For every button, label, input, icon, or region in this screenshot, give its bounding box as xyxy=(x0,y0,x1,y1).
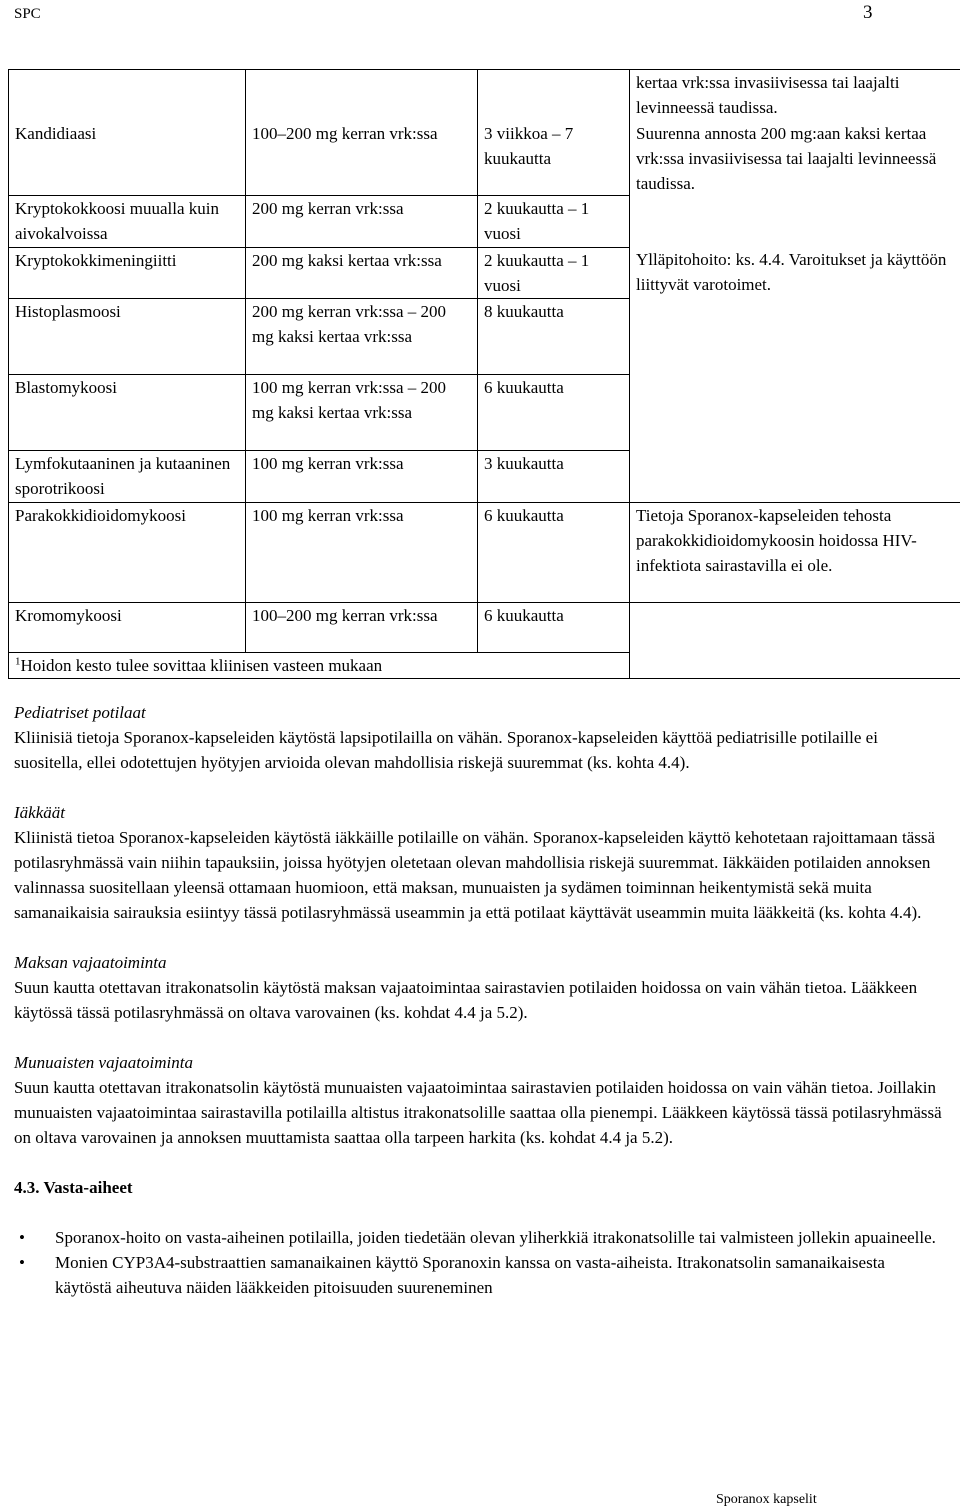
bullet-icon: • xyxy=(19,1228,25,1247)
dosage-table xyxy=(8,69,960,679)
duration-cell: 6 kuukautta xyxy=(478,602,630,652)
section-paragraph: Kliinisiä tietoja Sporanox-kapseleiden käytöstä lapsipotilailla on vähän. Sporanox-kapseleiden käyttöä pediatrisille potilaille ei suositella, ellei odotettujen hyötyjen arvioida olevan mahdollisia riskejä suuremmat (ks. kohta 4.4). xyxy=(14,728,878,772)
section-title: Maksan vajaatoiminta xyxy=(14,953,167,972)
indication-cell: Kandidiaasi xyxy=(9,70,246,196)
indication-cell: Kryptokokkimeningiitti xyxy=(9,247,246,299)
duration-cell: 2 kuukautta – 1 vuosi xyxy=(478,247,630,299)
duration-cell: 2 kuukautta – 1 vuosi xyxy=(478,196,630,248)
renal-section xyxy=(14,1050,944,1150)
comment-cell: Ylläpitohoito: ks. 4.4. Varoitukset ja käyttöön liittyvät varotoimet. xyxy=(630,247,960,502)
dose-cell: 200 mg kaksi kertaa vrk:ssa xyxy=(246,247,478,299)
footnote-mark: 1 xyxy=(15,655,21,668)
dose-cell: 100 mg kerran vrk:ssa – 200 mg kaksi kertaa vrk:ssa xyxy=(246,375,478,451)
body-text xyxy=(14,700,944,1300)
duration-cell: 8 kuukautta xyxy=(478,299,630,375)
section-paragraph: Kliinistä tietoa Sporanox-kapseleiden käytöstä iäkkäille potilaille on vähän. Sporanox-kapseleiden käyttö kehotetaan rajoittamaan tässä potilasryhmässä vain niihin tapauksiin, joissa hyötyjen oletetaan olevan mahdollisia riskejä suuremmat. Iäkkäiden potilaiden annoksen valinnassa suositellaan yleensä ottamaan huomioon, että maksan, munuaisten ja sydämen toiminnan heikentymistä sekä muita samanaikaisia sairauksia esiintyy tässä potilasryhmässä useammin ja että potilaat käyttävät useammin muita lääkkeitä (ks. kohta 4.4). xyxy=(14,828,936,922)
table-row xyxy=(9,502,960,602)
hepatic-section xyxy=(14,950,944,1025)
section-paragraph: Suun kautta otettavan itrakonatsolin käytöstä maksan vajaatoimintaa sairastavien potilaiden hoidossa on vain vähän tietoa. Lääkkeen käytössä tässä potilasryhmässä on oltava varovainen (ks. kohdat 4.4 ja 5.2). xyxy=(14,978,918,1022)
indication-cell: Kromomykoosi xyxy=(9,602,246,652)
section-title: Iäkkäät xyxy=(14,803,65,822)
indication-cell: Kryptokokkoosi muualla kuin aivokalvoissa xyxy=(9,196,246,248)
running-header: SPC xyxy=(14,6,41,22)
dose-cell: 100 mg kerran vrk:ssa xyxy=(246,451,478,503)
list-item-text: Monien CYP3A4-substraattien samanaikainen käyttö Sporanoxin kanssa on vasta-aiheista. Itrakonatsolin samanaikaisesta käytöstä aiheutuva näiden lääkkeiden pitoisuuden suureneminen xyxy=(55,1253,885,1297)
indication-cell: Lymfokutaaninen ja kutaaninen sporotrikoosi xyxy=(9,451,246,503)
indication-cell: Histoplasmoosi xyxy=(9,299,246,375)
dose-cell: 200 mg kerran vrk:ssa – 200 mg kaksi kertaa vrk:ssa xyxy=(246,299,478,375)
list-item xyxy=(14,1250,944,1300)
section-title: Munuaisten vajaatoiminta xyxy=(14,1053,193,1072)
dose-cell: 100–200 mg kerran vrk:ssa xyxy=(246,602,478,652)
section-title: Pediatriset potilaat xyxy=(14,703,146,722)
page-number: 3 xyxy=(863,2,873,23)
duration-cell: 3 viikkoa – 7 kuukautta xyxy=(478,70,630,196)
dose-cell: 100 mg kerran vrk:ssa xyxy=(246,502,478,602)
bullet-icon: • xyxy=(19,1253,25,1272)
table-row xyxy=(9,602,960,652)
comment-cell: Tietoja Sporanox-kapseleiden tehosta parakokkidioidomykoosin hoidossa HIV-infektiota sairastavilla ei ole. xyxy=(630,502,960,602)
duration-cell: 6 kuukautta xyxy=(478,502,630,602)
footnote-cell xyxy=(9,652,630,678)
indication-cell: Parakokkidioidomykoosi xyxy=(9,502,246,602)
table-row xyxy=(9,70,960,196)
elderly-section xyxy=(14,800,944,925)
contraindications-heading: 4.3. Vasta-aiheet xyxy=(14,1178,133,1197)
duration-cell: 6 kuukautta xyxy=(478,375,630,451)
footer-text: Sporanox kapselit xyxy=(716,1492,817,1507)
comment-text: Suurenna annosta 200 mg:aan kaksi kertaa vrk:ssa invasiivisessa tai laajalti levinneessä taudissa. xyxy=(636,123,937,194)
indication-cell: Blastomykoosi xyxy=(9,375,246,451)
dose-cell: 200 mg kerran vrk:ssa xyxy=(246,196,478,248)
list-item xyxy=(14,1225,944,1250)
section-paragraph: Suun kautta otettavan itrakonatsolin käytöstä munuaisten vajaatoimintaa sairastavien potilaiden hoidossa on vain vähän tietoa. Joillakin munuaisten vajaatoimintaa sairastavilla potilailla altistus itrakonatsolille saattaa olla pienempi. Lääkkeen käytössä tässä potilasryhmässä on oltava varovainen ja annoksen muuttamista saattaa olla tarpeen harkita (ks. kohdat 4.4 ja 5.2). xyxy=(14,1078,942,1147)
comment-cell xyxy=(630,70,960,248)
comment-text: kertaa vrk:ssa invasiivisessa tai laajalti levinneessä taudissa. xyxy=(636,73,900,118)
footnote-text: Hoidon kesto tulee sovittaa kliinisen vasteen mukaan xyxy=(20,655,383,675)
duration-cell: 3 kuukautta xyxy=(478,451,630,503)
dose-cell: 100–200 mg kerran vrk:ssa xyxy=(246,70,478,196)
comment-cell xyxy=(630,602,960,678)
pediatric-section xyxy=(14,700,944,775)
table-row xyxy=(9,247,960,299)
contraindications-list xyxy=(14,1225,944,1300)
list-item-text: Sporanox-hoito on vasta-aiheinen potilailla, joiden tiedetään olevan yliherkkiä itrakonatsolille tai valmisteen jollekin apuaineelle. xyxy=(55,1228,936,1247)
